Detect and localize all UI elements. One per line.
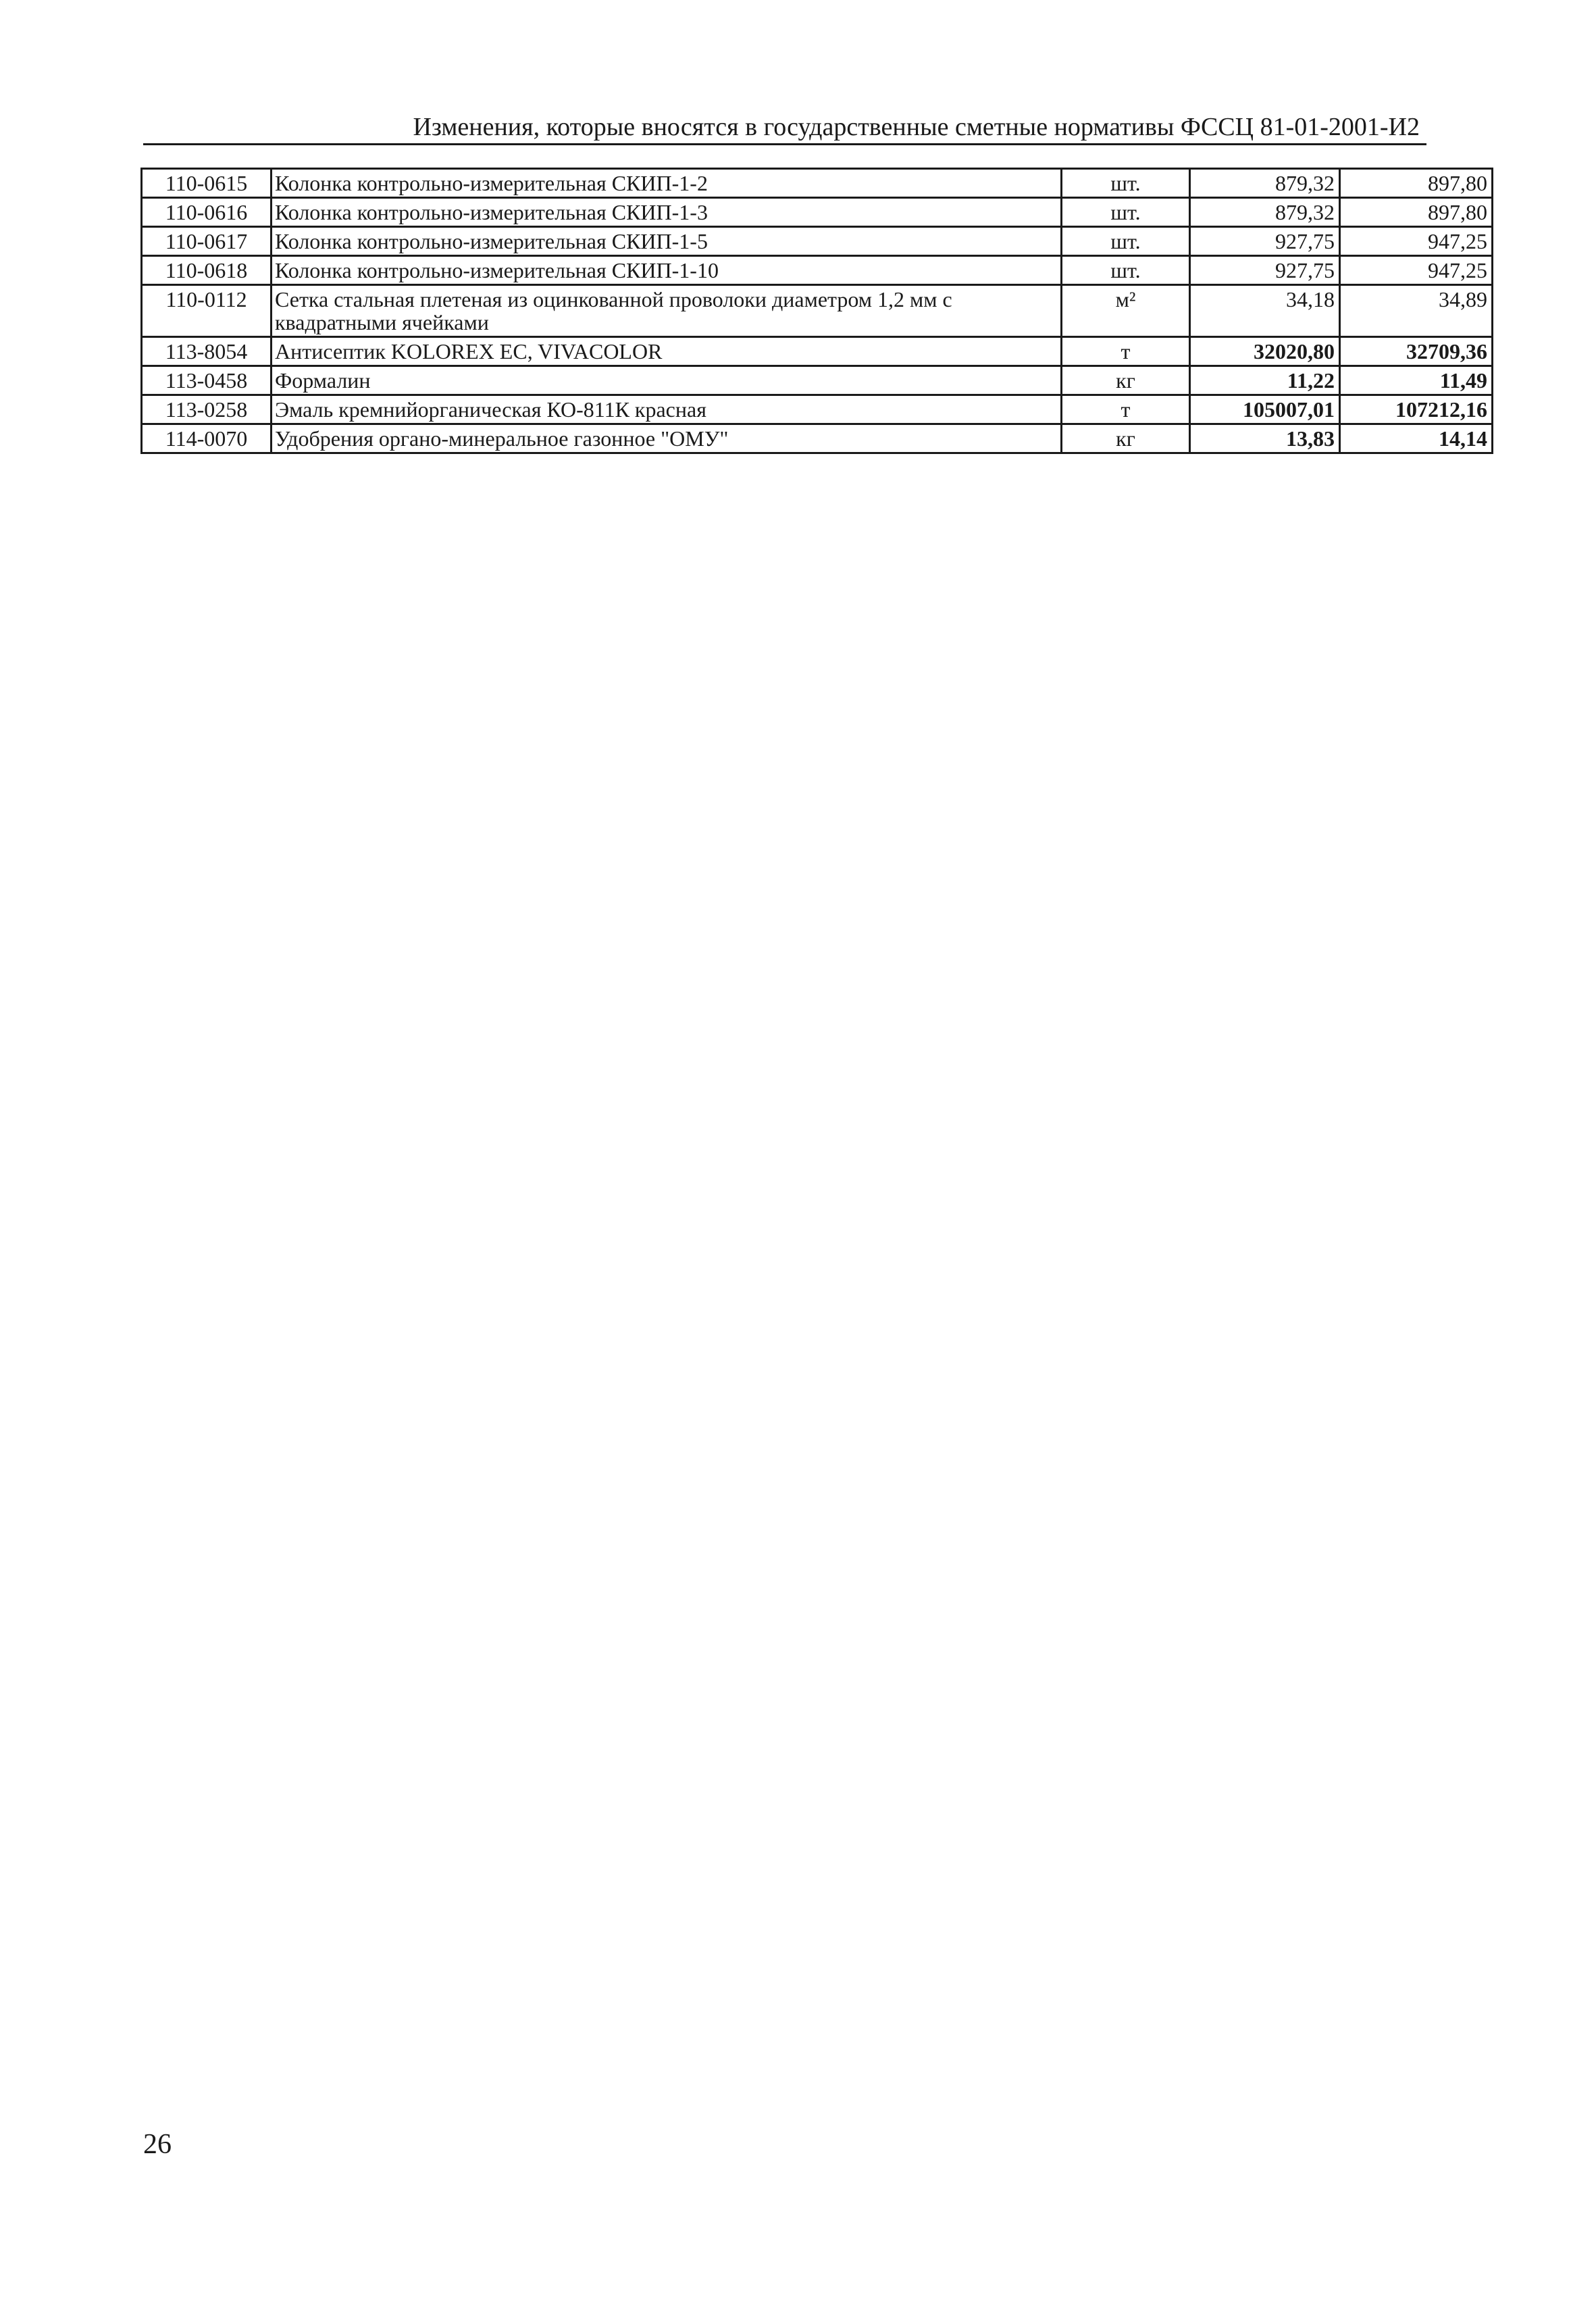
price-new-cell: 32709,36 (1340, 337, 1493, 366)
document-title: Изменения, которые вносятся в государственные сметные нормативы ФССЦ 81-01-2001-И2 (413, 113, 1420, 141)
price-old-cell: 879,32 (1190, 198, 1340, 227)
table-row (142, 366, 1493, 395)
unit-cell: шт. (1062, 256, 1190, 285)
price-table-body (142, 169, 1493, 453)
resource-code-cell: 110-0618 (142, 256, 272, 285)
price-old-cell: 927,75 (1190, 227, 1340, 256)
resource-code-cell: 110-0616 (142, 198, 272, 227)
price-new-cell: 897,80 (1340, 169, 1493, 198)
price-new-cell: 947,25 (1340, 227, 1493, 256)
table-row (142, 227, 1493, 256)
resource-code-cell: 110-0112 (142, 285, 272, 337)
resource-code-cell: 113-0458 (142, 366, 272, 395)
table-row (142, 424, 1493, 453)
price-new-cell: 107212,16 (1340, 395, 1493, 424)
resource-name-cell: Сетка стальная плетеная из оцинкованной проволоки диаметром 1,2 мм с квадратными ячейками (272, 285, 1062, 337)
resource-name-cell: Колонка контрольно-измерительная СКИП-1-5 (272, 227, 1062, 256)
unit-cell: т (1062, 337, 1190, 366)
resource-code-cell: 113-8054 (142, 337, 272, 366)
resource-name-cell: Колонка контрольно-измерительная СКИП-1-3 (272, 198, 1062, 227)
resource-code-cell: 114-0070 (142, 424, 272, 453)
resource-code-cell: 110-0617 (142, 227, 272, 256)
page-number: 26 (143, 2129, 172, 2160)
price-new-cell: 947,25 (1340, 256, 1493, 285)
unit-cell: шт. (1062, 169, 1190, 198)
page-header (143, 108, 1426, 145)
unit-cell: шт. (1062, 227, 1190, 256)
price-old-cell: 879,32 (1190, 169, 1340, 198)
price-new-cell: 897,80 (1340, 198, 1493, 227)
price-old-cell: 13,83 (1190, 424, 1340, 453)
price-table (140, 168, 1493, 454)
table-row (142, 337, 1493, 366)
resource-name-cell: Колонка контрольно-измерительная СКИП-1-10 (272, 256, 1062, 285)
price-new-cell: 34,89 (1340, 285, 1493, 337)
unit-cell: кг (1062, 424, 1190, 453)
resource-name-cell: Формалин (272, 366, 1062, 395)
price-new-cell: 14,14 (1340, 424, 1493, 453)
resource-name-cell: Антисептик KOLOREX EC, VIVACOLOR (272, 337, 1062, 366)
table-row (142, 169, 1493, 198)
resource-name-cell: Колонка контрольно-измерительная СКИП-1-2 (272, 169, 1062, 198)
price-new-cell: 11,49 (1340, 366, 1493, 395)
price-old-cell: 927,75 (1190, 256, 1340, 285)
table-row (142, 256, 1493, 285)
price-old-cell: 34,18 (1190, 285, 1340, 337)
price-old-cell: 105007,01 (1190, 395, 1340, 424)
price-old-cell: 32020,80 (1190, 337, 1340, 366)
resource-name-cell: Эмаль кремнийорганическая КО-811К красная (272, 395, 1062, 424)
table-row (142, 395, 1493, 424)
table-row (142, 285, 1493, 337)
unit-cell: м² (1062, 285, 1190, 337)
resource-name-cell: Удобрения органо-минеральное газонное "ОМУ" (272, 424, 1062, 453)
unit-cell: кг (1062, 366, 1190, 395)
table-row (142, 198, 1493, 227)
unit-cell: шт. (1062, 198, 1190, 227)
unit-cell: т (1062, 395, 1190, 424)
price-old-cell: 11,22 (1190, 366, 1340, 395)
resource-code-cell: 110-0615 (142, 169, 272, 198)
resource-code-cell: 113-0258 (142, 395, 272, 424)
